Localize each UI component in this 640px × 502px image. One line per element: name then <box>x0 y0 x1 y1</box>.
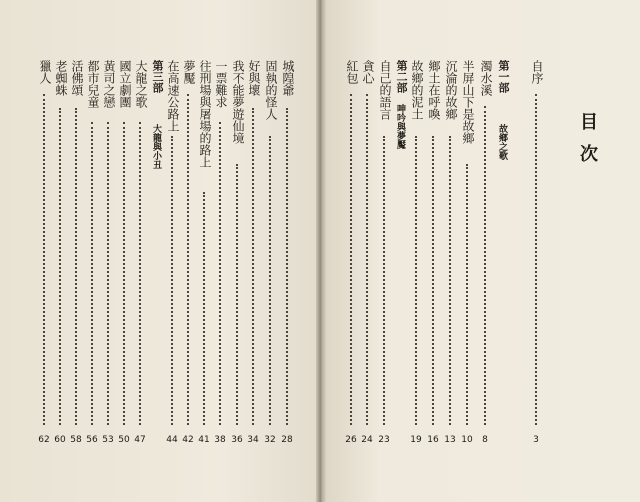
leader-dots <box>535 94 539 425</box>
leader-dots <box>236 164 240 425</box>
toc-entry: 我不能夢遊仙境 36 <box>231 60 245 445</box>
leader-dots <box>449 136 453 425</box>
toc-entry: 半屏山下是故鄉 10 <box>461 60 475 445</box>
leader-dots <box>286 108 290 425</box>
part-heading: 第三部 大龍與小丑 <box>151 60 164 169</box>
leader-dots <box>383 136 387 425</box>
toc-title: 目次 <box>577 112 598 176</box>
leader-dots <box>59 108 63 425</box>
toc-entry: 貪心 24 <box>361 60 375 445</box>
leader-dots <box>187 94 191 425</box>
leader-dots <box>107 122 111 425</box>
leader-dots <box>366 94 370 425</box>
book-gutter <box>316 0 326 502</box>
toc-entry: 自序 3 <box>530 60 544 445</box>
toc-entry: 獵人 62 <box>38 60 52 445</box>
toc-entry: 活佛頌 58 <box>70 60 84 445</box>
leader-dots <box>415 136 419 425</box>
leader-dots <box>484 106 488 425</box>
leader-dots <box>432 136 436 425</box>
toc-entry: 夢魘 42 <box>182 60 196 445</box>
leader-dots <box>350 94 354 425</box>
leader-dots <box>269 136 273 425</box>
toc-entry: 好與壞 34 <box>247 60 261 445</box>
leader-dots <box>75 108 79 425</box>
leader-dots <box>43 94 47 425</box>
toc-entry: 自己的語言 23 <box>378 60 392 445</box>
toc-entry: 鄉土在呼喚 16 <box>427 60 441 445</box>
toc-entry: 故鄉的泥土 19 <box>410 60 424 445</box>
toc-entry: 沉淪的故鄉 13 <box>444 60 458 445</box>
leader-dots <box>219 122 223 425</box>
toc-entry: 大龍之歌 47 <box>134 60 148 445</box>
part-heading: 第一部 故鄉之歌 <box>497 60 510 160</box>
leader-dots <box>203 192 207 425</box>
leader-dots <box>252 108 256 425</box>
toc-entry: 往刑場與屠場的路上 41 <box>198 60 212 445</box>
leader-dots <box>139 122 143 425</box>
toc-entry: 國立劇團 50 <box>118 60 132 445</box>
leader-dots <box>466 164 470 425</box>
leader-dots <box>91 122 95 425</box>
toc-entry: 在高速公路上 44 <box>166 60 180 445</box>
toc-entry: 城隍爺 28 <box>281 60 295 445</box>
toc-entry: 老蜘蛛 60 <box>54 60 68 445</box>
toc-entry: 濁水溪 8 <box>479 60 493 445</box>
part-heading: 第二部 呻吟與夢魘 <box>395 60 408 149</box>
toc-entry: 固執的怪人 32 <box>264 60 278 445</box>
toc-entry: 一票難求 38 <box>214 60 228 445</box>
toc-entry: 黃司之戀 53 <box>102 60 116 445</box>
leader-dots <box>171 136 175 425</box>
toc-entry: 紅包 26 <box>345 60 359 445</box>
leader-dots <box>123 122 127 425</box>
toc-entry: 都市兒童 56 <box>86 60 100 445</box>
